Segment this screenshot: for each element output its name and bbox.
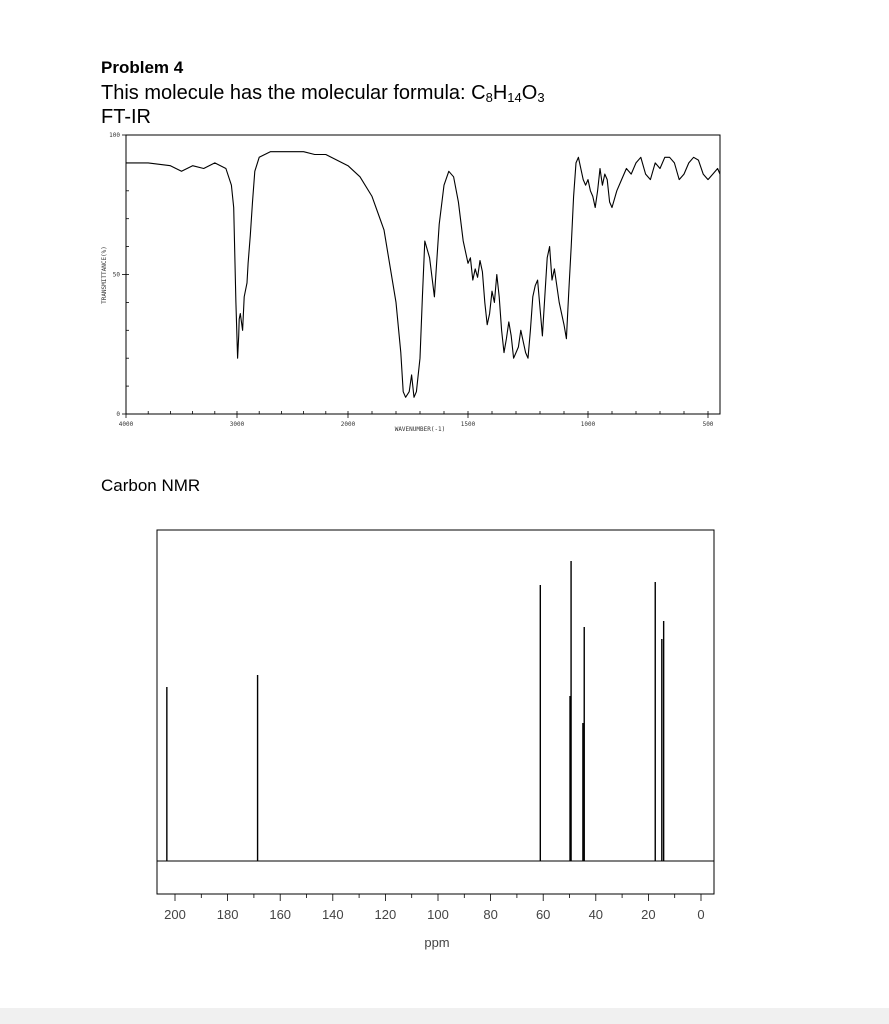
nmr-x-tick-label: 140 [321, 907, 344, 922]
nmr-section-label: Carbon NMR [101, 476, 201, 495]
ir-x-axis-label: WAVENUMBER(-1) [394, 426, 446, 433]
ir-x-tick-label: 4000 [118, 421, 134, 428]
ir-y-axis-label: TRANSMITTANCE(%) [101, 246, 108, 304]
page-footer-bar [0, 1008, 889, 1024]
nmr-x-axis-label: ppm [424, 935, 450, 950]
ir-section-label: FT-IR [101, 106, 151, 128]
problem-title: Problem 4 [101, 58, 184, 77]
nmr-x-tick-label: 80 [483, 907, 498, 922]
nmr-plot-frame [157, 530, 714, 894]
nmr-x-tick-label: 0 [697, 907, 705, 922]
formula-prefix: This molecule has the molecular formula: C [101, 82, 486, 104]
ir-y-tick-label: 50 [112, 271, 120, 279]
formula-sub-o: 3 [537, 90, 545, 105]
ir-x-tick-label: 500 [702, 421, 714, 428]
formula-sub-c: 8 [485, 90, 493, 105]
ir-x-tick-label: 2000 [340, 421, 356, 428]
formula-h: H [492, 82, 508, 104]
ir-y-tick-label: 100 [109, 132, 120, 139]
nmr-x-tick-label: 120 [374, 907, 397, 922]
nmr-x-tick-label: 60 [535, 907, 551, 922]
ir-x-tick-label: 1500 [460, 421, 476, 428]
ir-x-tick-label: 3000 [229, 421, 245, 428]
formula-sub-h: 14 [507, 90, 522, 105]
ir-x-tick-label: 1000 [580, 421, 596, 428]
nmr-x-tick-label: 160 [269, 907, 292, 922]
formula-o: O [521, 82, 538, 104]
nmr-x-tick-label: 100 [427, 907, 449, 922]
nmr-x-tick-label: 200 [164, 907, 186, 922]
ir-y-tick-label: 0 [116, 411, 120, 418]
nmr-x-tick-label: 40 [588, 907, 604, 922]
nmr-x-tick-label: 20 [641, 907, 656, 922]
nmr-x-tick-label: 180 [216, 907, 239, 922]
